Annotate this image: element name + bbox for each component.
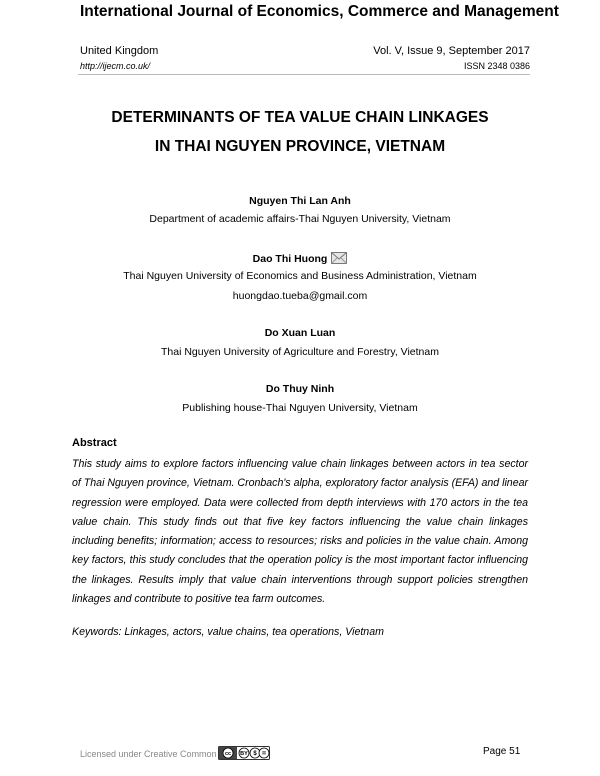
journal-url-row <box>80 61 530 71</box>
author-name: Dao Thi Huong <box>252 253 328 265</box>
journal-name: International Journal of Economics, Commerce and Management <box>80 3 559 20</box>
by-icon-text: BY <box>239 751 248 758</box>
paper-title-line-2: IN THAI NGUYEN PROVINCE, VIETNAM <box>154 138 446 155</box>
cc-icon-text: cc <box>224 751 231 757</box>
author-affiliation: Thai Nguyen University of Economics and Business Administration, Vietnam <box>123 270 477 282</box>
journal-meta-row <box>80 45 530 57</box>
author-name: Do Xuan Luan <box>264 327 336 339</box>
nd-icon-text: = <box>261 750 266 758</box>
author-email[interactable]: huongdao.tueba@gmail.com <box>232 290 368 302</box>
author-affiliation: Department of academic affairs-Thai Nguyen University, Vietnam <box>149 213 451 225</box>
mail-icon[interactable] <box>331 252 347 267</box>
header-divider <box>78 74 530 75</box>
author-affiliation: Publishing house-Thai Nguyen University, Vietnam <box>182 402 418 414</box>
journal-issn: ISSN 2348 0386 <box>463 61 530 71</box>
journal-url-link[interactable]: http://ijecm.co.uk/ <box>80 61 151 71</box>
creative-commons-badge-icon[interactable] <box>218 746 270 762</box>
journal-country: United Kingdom <box>80 45 159 57</box>
paper-title <box>0 103 600 161</box>
author-affiliation: Thai Nguyen University of Agriculture and Forestry, Vietnam <box>161 346 439 358</box>
license-text: Licensed under Creative Common <box>80 749 217 759</box>
paper-title-line-1: DETERMINANTS OF TEA VALUE CHAIN LINKAGES <box>111 109 489 126</box>
journal-volume-issue: Vol. V, Issue 9, September 2017 <box>373 45 530 57</box>
footer-license <box>80 746 270 762</box>
author-name: Nguyen Thi Lan Anh <box>249 195 351 207</box>
page-number: Page 51 <box>483 746 521 757</box>
author-name-with-email <box>0 252 600 267</box>
keywords: Keywords: Linkages, actors, value chains, tea operations, Vietnam <box>72 626 384 638</box>
author-name: Do Thuy Ninh <box>265 383 335 395</box>
abstract-heading: Abstract <box>72 437 117 449</box>
abstract-body: This study aims to explore factors influencing value chain linkages between actors in tea sector of Thai Nguyen province, Vietnam. Cronbach's alpha, exploratory factor analysis (EFA) and linear regression were employed. Data were collected from depth interviews with 170 actors in the tea value chain. This study finds out that five key factors influencing the value chain linkages including benefits; information; access to resources; risks and policies in the value chain. Among key factors, this study concludes that the operation policy is the most important factor influencing the linkages. Results imply that value chain interventions through support policies strengthen linkages and contribute to positive tea farm outcomes. <box>72 458 528 606</box>
nc-icon-text: $ <box>252 751 257 758</box>
